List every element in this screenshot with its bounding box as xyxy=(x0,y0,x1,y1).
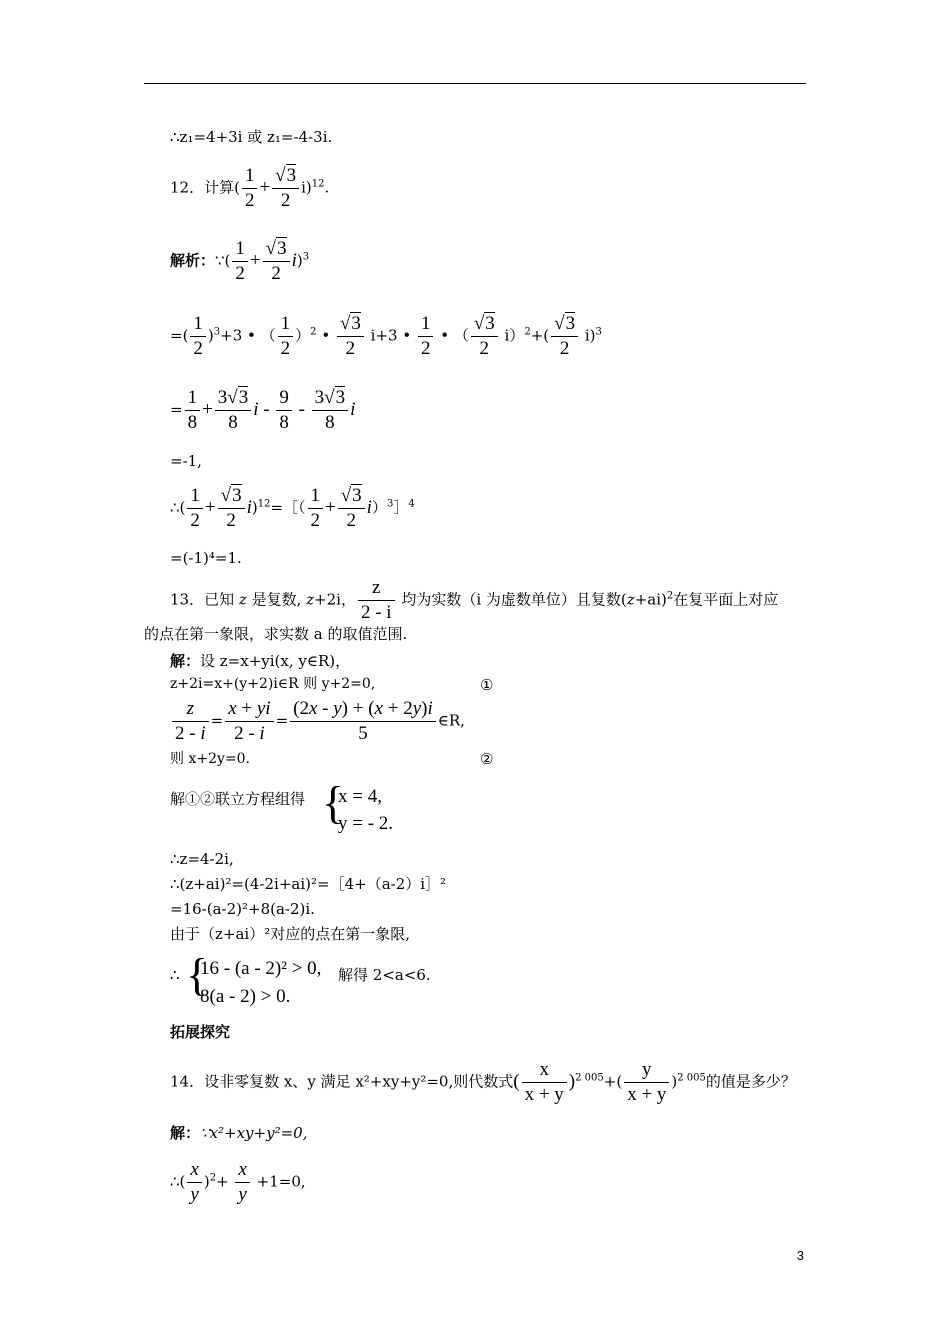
q12-line: 12．计算( $\frac{1}{2}$ + $\frac{√3}{2}$ i)$^{12}$. xyxy=(170,165,330,211)
q12-solution-line1: 解析：∵( $\frac{1}{2}$ + $\frac{√3}{2}$ i)$^3$ xyxy=(170,238,310,284)
q14-tail2: +1=0, xyxy=(256,1172,306,1191)
q12-number: 12．计算 xyxy=(170,178,235,197)
q14-solve-label: 解： xyxy=(170,1124,201,1142)
q12-simplified: = $\frac{1}{8}$ + $\frac{3√3}{8}$ i - $\frac{9}{8}$ - $\frac{3√3}{8}$ i xyxy=(170,387,356,433)
q12-expansion: =( $\frac{1}{2}$ )$^3$+3 • （ $\frac{1}{2}$ ）$^2$ • $\frac{√3}{2}$ i+3 • $\frac{1}{2}$ • （ $\frac{√3}{2}$ i）$^2$+( $\frac{√3}{2}$ i)$^3$ xyxy=(170,313,602,359)
header-rule xyxy=(144,83,806,84)
q12-answer-label: 解析： xyxy=(170,251,216,270)
q14-ratio-line: ∴( $\frac{x}{y}$ )$^2$+ $\frac{x}{y}$ +1=0, xyxy=(170,1159,306,1205)
q12-result: =-1, xyxy=(170,452,202,470)
q13-line2: 的点在第一象限，求实数 a 的取值范围. xyxy=(144,625,408,643)
q14-given xyxy=(170,1124,307,1142)
q13-first-quadrant: 由于（z+ai）²对应的点在第一象限, xyxy=(170,925,410,943)
q14-number: 14．设非零复数 x、y 满足 x²+xy+y²=0,则代数式 xyxy=(170,1072,514,1091)
q13-sys1-b: y = - 2. xyxy=(338,813,394,834)
q13-mark2: ② xyxy=(480,750,494,768)
q13-sys2-b: 8(a - 2) > 0. xyxy=(200,986,291,1007)
therefore-sign: ∴ xyxy=(170,966,180,984)
q14-given-text: ∵x²+xy+y²=0, xyxy=(200,1124,308,1142)
q12-final: =(-1)⁴=1. xyxy=(170,549,242,567)
q13-z-value: ∴z=4-2i, xyxy=(170,850,234,868)
section-title: 拓展探究 xyxy=(170,1023,231,1041)
q14-line: 14．设非零复数 x、y 满足 x²+xy+y²=0,则代数式( $\frac{x}{x + y}$ )$^{2 005}$+( $\frac{y}{x + y}$ )$^{2 005}$的值是多少？ xyxy=(170,1059,796,1105)
q13-cond2: 则 x+2y=0. xyxy=(170,751,250,767)
q13-square: ∴(z+ai)²=(4-2i+ai)²=［4+（a-2）i］² xyxy=(170,875,447,893)
q13-line1: 13．已知 z 是复数, z+2i， $\frac{z}{2 - i}$ 均为实数（i 为虚数单位）且复数$(z+ai)^2$在复平面上对应 xyxy=(170,577,779,623)
q13-text3: 在复平面上对应 xyxy=(673,590,779,609)
q12-power-line: ∴( $\frac{1}{2}$ + $\frac{√3}{2}$ i)$^{12}$=［（ $\frac{1}{2}$ + $\frac{√3}{2}$ i）$^3$］$^4$ xyxy=(170,485,415,531)
q13-text1: 是复数, xyxy=(251,590,302,609)
q13-solve-system: 解①②联立方程组得 xyxy=(170,790,306,808)
q11-conclusion: ∴z₁=4+3i 或 z₁=-4-3i. xyxy=(170,128,333,146)
brace-icon: { xyxy=(322,777,345,828)
q14-exp1: 2 005 xyxy=(575,1072,604,1084)
q13-text2: 均为实数（i 为虚数单位）且复数 xyxy=(401,590,621,609)
q13-square-expanded: =16-(a-2)²+8(a-2)i. xyxy=(170,900,315,918)
brace-icon-2: { xyxy=(186,949,209,1000)
q13-solve-label: 解： xyxy=(170,652,201,670)
q13-mark1: ① xyxy=(480,676,494,694)
q14-tail: 的值是多少？ xyxy=(705,1072,796,1091)
q14-exp2: 2 005 xyxy=(677,1072,706,1084)
q13-set-text: 设 z=x+yi(x, y∈R)， xyxy=(200,652,351,670)
q13-range: 解得 2<a<6. xyxy=(338,966,431,984)
q13-real-cond: z+2i=x+(y+2)i∈R 则 y+2=0, xyxy=(170,676,376,692)
q13-fraction-line: $\frac{z}{2 - i}$ = $\frac{x + yi}{2 - i}$ = $\frac{(2x - y) + (x + 2y)i}{5}$ ∈R, xyxy=(170,697,465,746)
q13-sys1-a: x = 4, xyxy=(338,786,382,807)
q13-number: 13．已知 xyxy=(170,590,235,609)
q13-set xyxy=(170,652,350,670)
q13-sys2-a: 16 - (a - 2)² > 0, xyxy=(200,958,322,979)
page-number: 3 xyxy=(796,1248,804,1263)
